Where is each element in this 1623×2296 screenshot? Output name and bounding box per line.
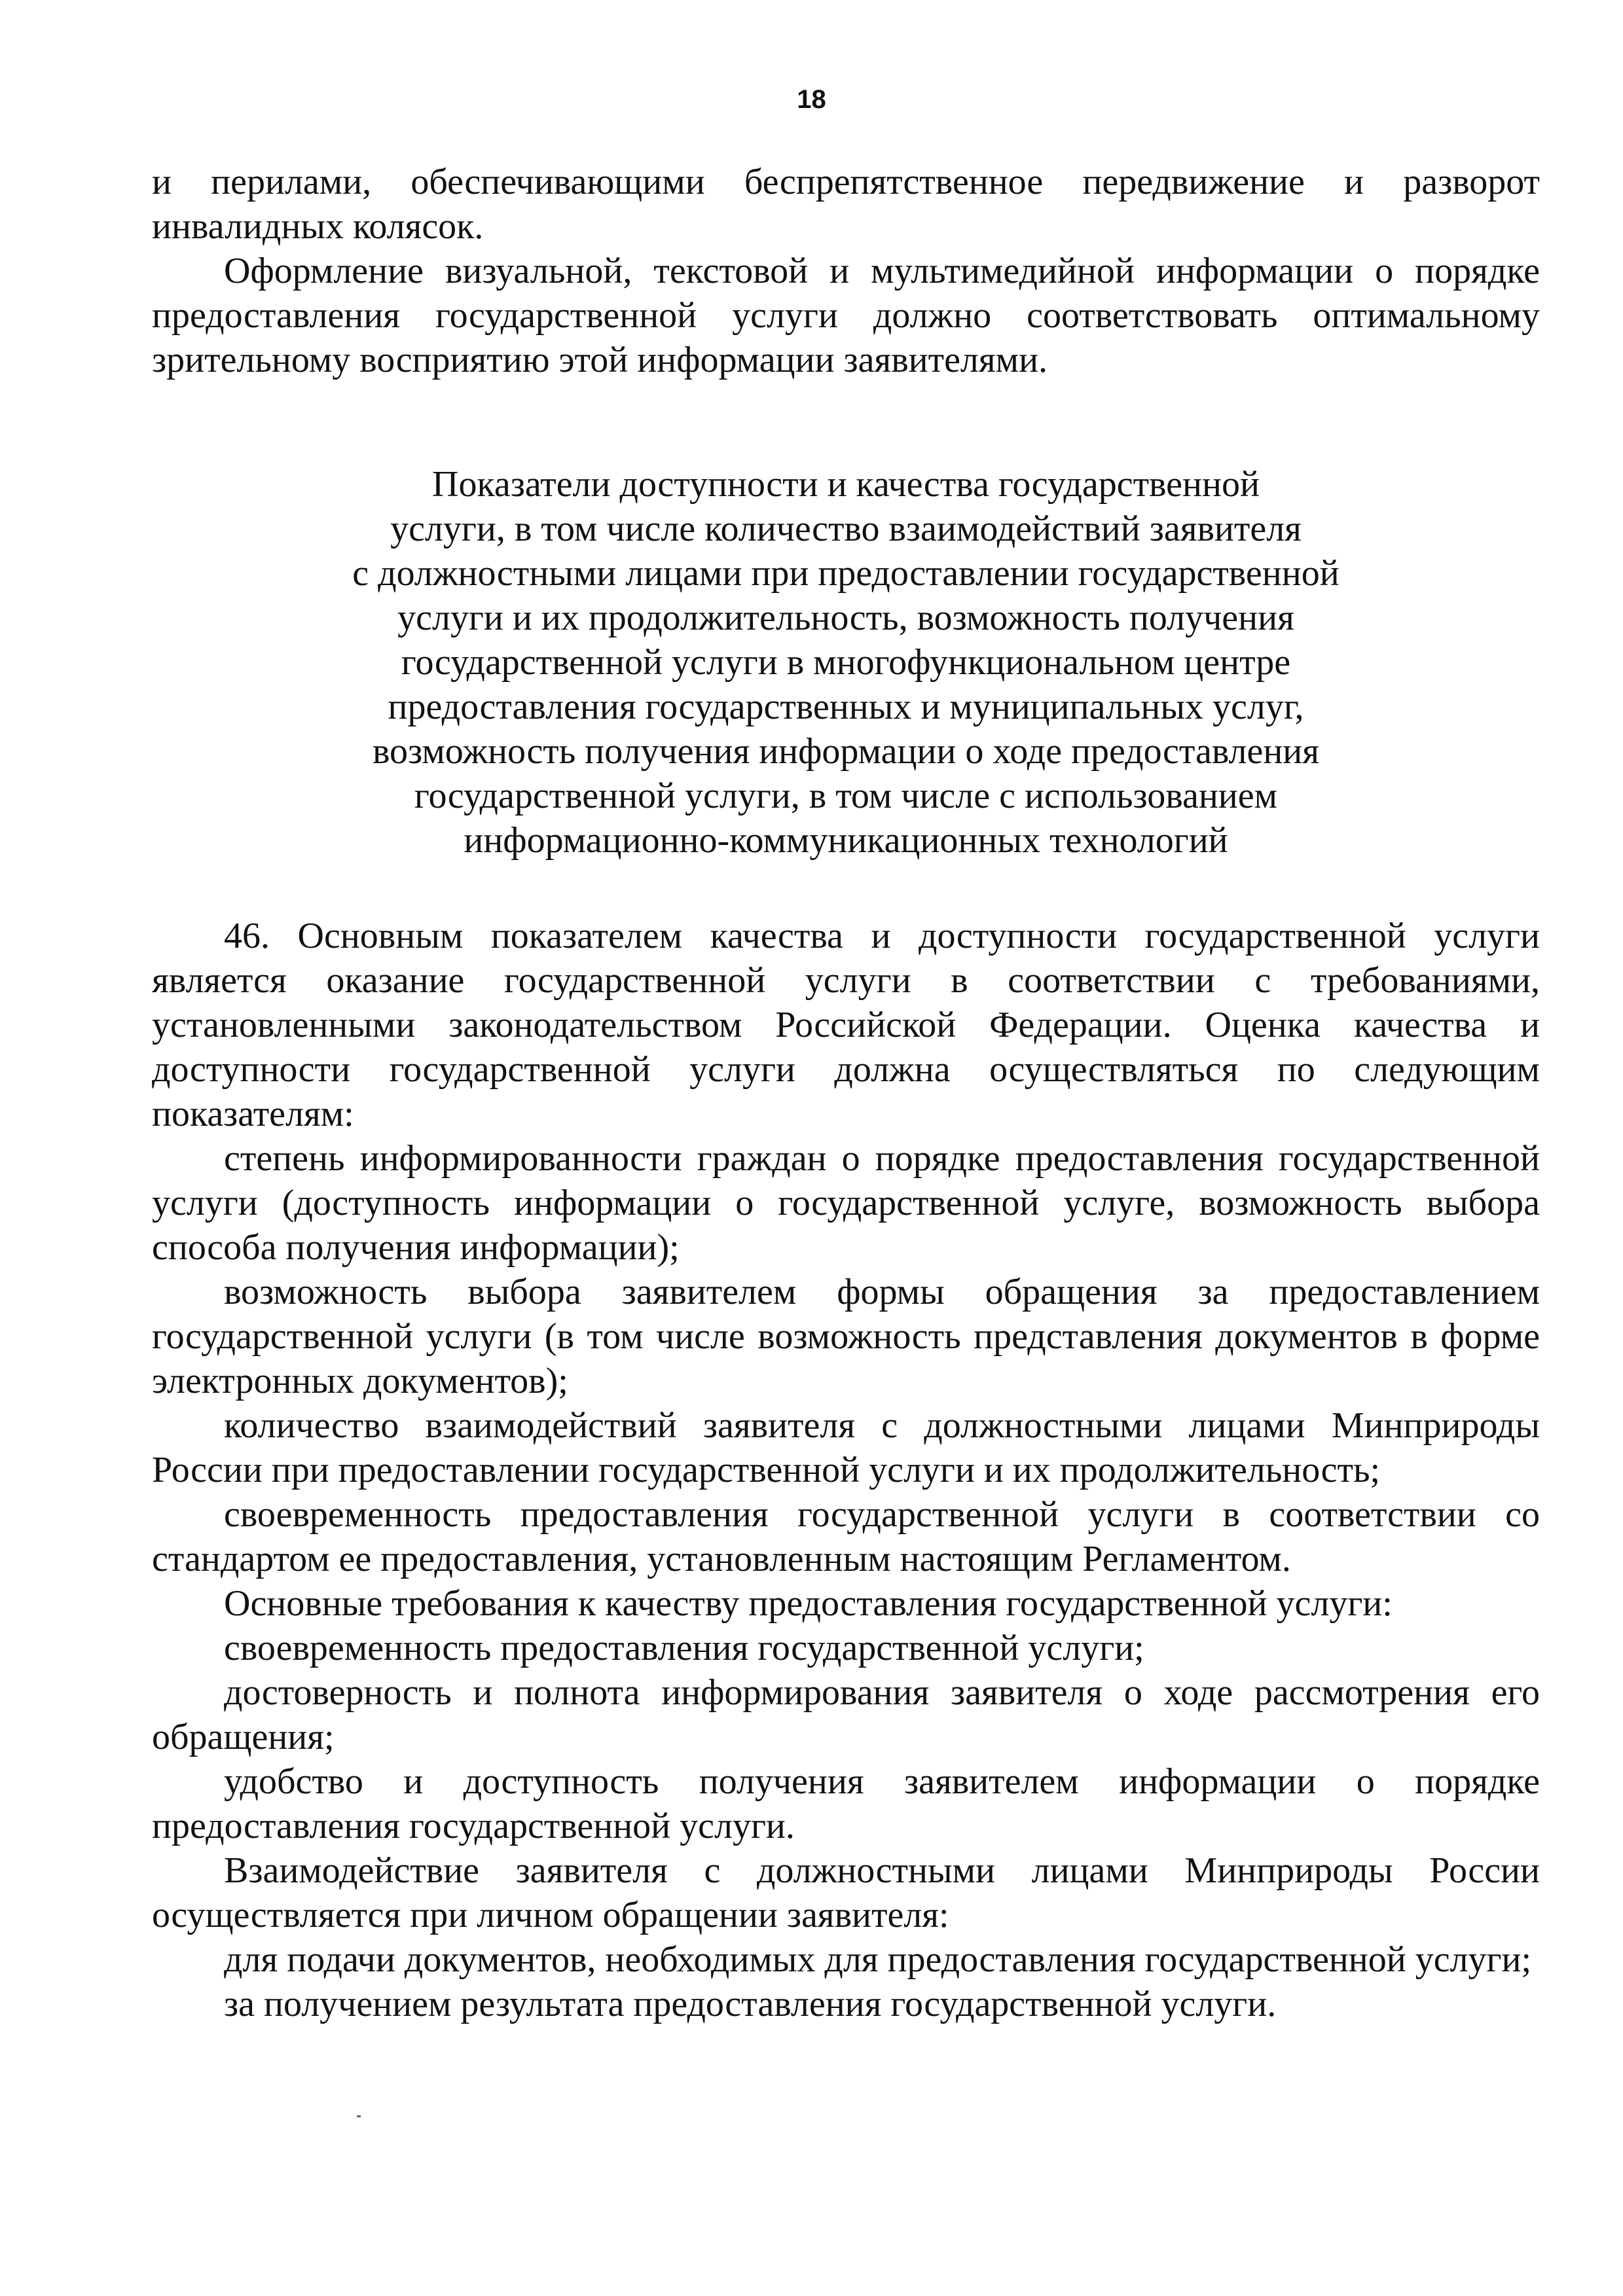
heading-line: предоставления государственных и муниципальных услуг, [388, 687, 1304, 727]
section-heading [152, 462, 1540, 863]
page-number: 18 [797, 85, 826, 114]
paragraph: Взаимодействие заявителя с должностными лицами Минприроды России осуществляется при личном обращении заявителя: [152, 1850, 1540, 1935]
heading-line: услуги, в том числе количество взаимодействий заявителя [390, 509, 1302, 549]
heading-line: информационно-коммуникационных технологий [464, 820, 1228, 861]
paragraph: Оформление визуальной, текстовой и мультимедийной информации о порядке предоставления государственной услуги должно соответствовать оптимальному зрительному восприятию этой информации заявителями. [152, 251, 1540, 380]
heading-line: возможность получения информации о ходе предоставления [372, 731, 1320, 772]
list-item: для подачи документов, необходимых для предоставления государственной услуги; [224, 1939, 1531, 1980]
paragraph-continuation: и перилами, обеспечивающими беспрепятственное передвижение и разворот инвалидных колясок. [152, 162, 1540, 247]
heading-line: государственной услуги, в том числе с использованием [414, 776, 1278, 816]
heading-line: государственной услуги в многофункциональном центре [401, 642, 1291, 683]
list-item: степень информированности граждан о порядке предоставления государственной услуги (доступность информации о государственной услуге, возможность выбора способа получения информации); [152, 1138, 1540, 1268]
top-text-block [152, 160, 1540, 382]
list-item: своевременность предоставления государственной услуги; [224, 1628, 1144, 1668]
list-item: удобство и доступность получения заявителем информации о порядке предоставления государственной услуги. [152, 1761, 1540, 1846]
heading-line: с должностными лицами при предоставлении государственной [352, 553, 1340, 594]
heading-line: Показатели доступности и качества государственной [432, 464, 1260, 505]
list-item: количество взаимодействий заявителя с должностными лицами Минприроды России при предоставлении государственной услуги и их продолжительность; [152, 1405, 1540, 1490]
list-item: своевременность предоставления государственной услуги в соответствии со стандартом ее предоставления, установленным настоящим Регламентом. [152, 1494, 1540, 1579]
paragraph: Основные требования к качеству предоставления государственной услуги: [224, 1583, 1393, 1624]
list-item: достоверность и полнота информирования заявителя о ходе рассмотрения его обращения; [152, 1672, 1540, 1757]
paragraph-46: 46. Основным показателем качества и доступности государственной услуги является оказание государственной услуги в соответствии с требованиями, установленными законодательством Российской Федерации. Оценка качества и доступности государственной услуги должна осуществляться по следующим показателям: [152, 916, 1540, 1134]
heading-line: услуги и их продолжительность, возможность получения [397, 598, 1294, 638]
main-text-block [152, 914, 1540, 2026]
list-item: за получением результата предоставления государственной услуги. [224, 1984, 1277, 2024]
scan-mark [357, 2115, 361, 2117]
list-item: возможность выбора заявителем формы обращения за предоставлением государственной услуги (в том числе возможность представления документов в форме электронных документов); [152, 1272, 1540, 1401]
